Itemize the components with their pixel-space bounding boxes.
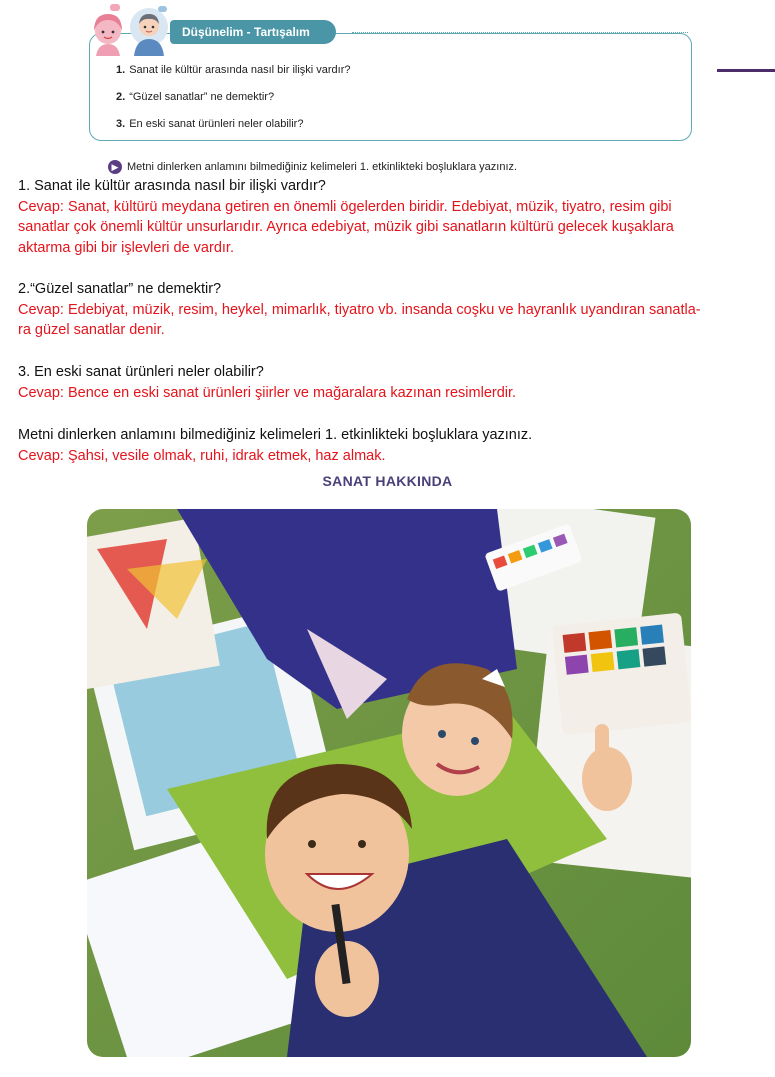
boy-avatar-icon bbox=[128, 6, 170, 56]
answer-block-2 bbox=[18, 279, 770, 341]
discussion-header: Düşünelim - Tartışalım bbox=[170, 20, 336, 44]
answer-line: Cevap: Sanat, kültürü meydana getiren en önemli ögelerden biridir. Edebiyat, müzik, tiyatro, resim gibi bbox=[18, 198, 672, 215]
question-number: 1. bbox=[116, 64, 126, 76]
question-text: En eski sanat ürünleri neler olabilir? bbox=[129, 118, 304, 130]
answer-line: Cevap: Edebiyat, müzik, resim, heykel, mimarlık, tiyatro vb. insanda coşku ve hayranlık uyandıran sanatla- bbox=[18, 301, 701, 318]
arrow-bullet-icon: ▶ bbox=[108, 160, 122, 174]
answer-block-3 bbox=[18, 362, 770, 403]
answer-block-4 bbox=[18, 425, 770, 466]
section-title: SANAT HAKKINDA bbox=[322, 473, 453, 489]
answer-line: Cevap: Bence en eski sanat ürünleri şiirler ve mağaralara kazınan resimlerdir. bbox=[18, 384, 517, 401]
question-text: “Güzel sanatlar” ne demektir? bbox=[129, 91, 275, 103]
dotted-divider bbox=[352, 32, 688, 33]
answer-line: sanatlar çok önemli kültür unsurlarıdır. Ayrıca edebiyat, müzik gibi sanatların kültürü gelecek kuşaklara bbox=[18, 219, 674, 235]
answer-line: ra güzel sanatlar denir. bbox=[18, 322, 165, 338]
question-line: 1. Sanat ile kültür arasında nasıl bir ilişki vardır? bbox=[18, 178, 326, 194]
instruction-text: Metni dinlerken anlamını bilmediğiniz kelimeleri 1. etkinlikteki boşluklara yazınız. bbox=[127, 161, 518, 173]
answer-block-1 bbox=[18, 176, 770, 258]
discussion-question-1 bbox=[116, 64, 351, 76]
question-line: 2.“Güzel sanatlar” ne demektir? bbox=[18, 281, 222, 297]
girl-avatar-icon bbox=[88, 4, 128, 56]
question-line: Metni dinlerken anlamını bilmediğiniz kelimeleri 1. etkinlikteki boşluklara yazınız. bbox=[18, 427, 533, 443]
discussion-question-2 bbox=[116, 91, 274, 103]
side-rule bbox=[717, 69, 775, 72]
answer-line: aktarma gibi bir işlevleri de vardır. bbox=[18, 239, 234, 256]
answer-line: Cevap: Şahsi, vesile olmak, ruhi, idrak etmek, haz almak. bbox=[18, 447, 386, 464]
discussion-question-3 bbox=[116, 118, 303, 130]
instruction-line bbox=[108, 160, 517, 174]
question-number: 2. bbox=[116, 91, 126, 103]
question-text: Sanat ile kültür arasında nasıl bir ilişki vardır? bbox=[129, 64, 351, 76]
question-number: 3. bbox=[116, 118, 126, 130]
children-painting-photo bbox=[87, 509, 691, 1057]
question-line: 3. En eski sanat ürünleri neler olabilir? bbox=[18, 364, 264, 380]
